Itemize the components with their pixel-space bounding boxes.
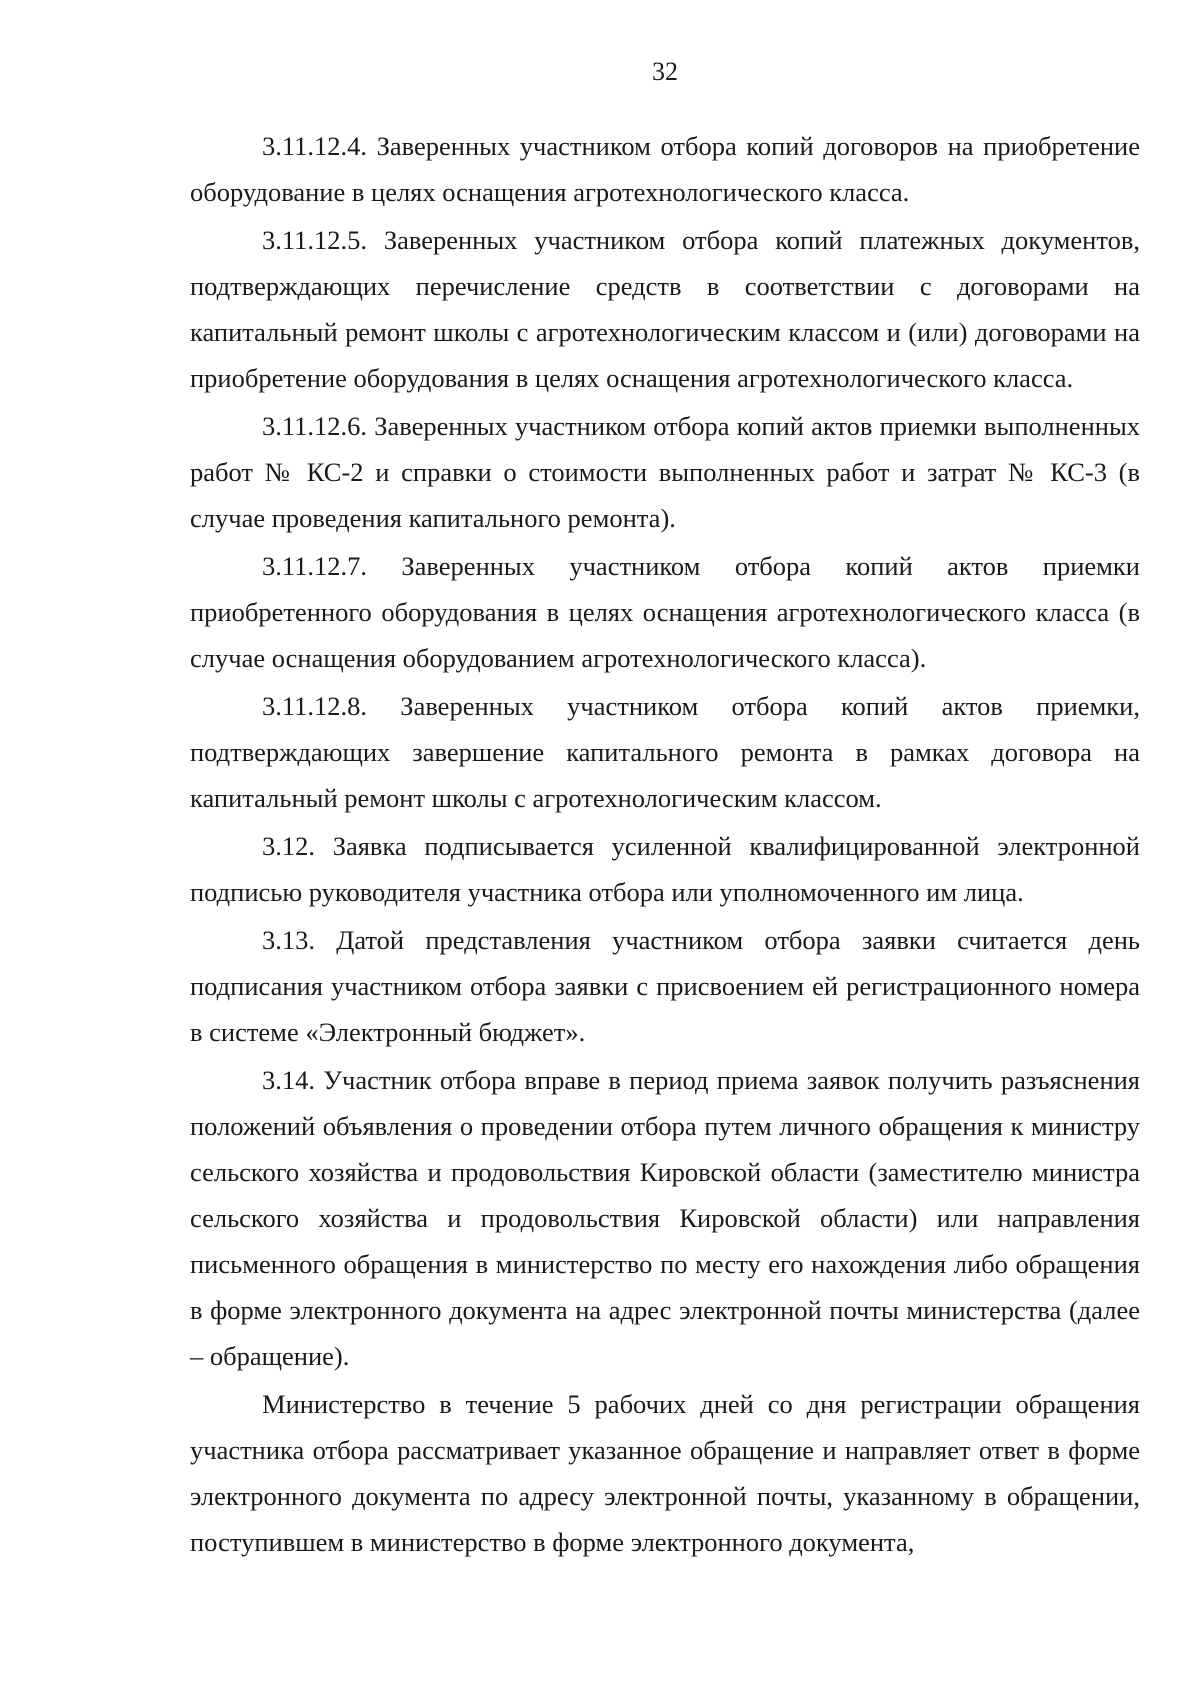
paragraph-3-11-12-5: 3.11.12.5. Заверенных участником отбора копий платежных документов, подтверждающих перечисление средств в соответствии с договорами на капитальный ремонт школы с агротехнологическим классом и (или) договорами на приобретение оборудования в целях оснащения агротехнологического класса. [190,225,1140,393]
paragraph-3-14: 3.14. Участник отбора вправе в период приема заявок получить разъяснения положений объявления о проведении отбора путем личного обращения к министру сельского хозяйства и продовольствия Кировской области (заместителю министра сельского хозяйства и продовольствия Кировской области) или направления письменного обращения в министерство по месту его нахождения либо обращения в форме электронного документа на адрес электронной почты министерства (далее – обращение). [190,1065,1140,1371]
paragraph-3-12: 3.12. Заявка подписывается усиленной квалифицированной электронной подписью руководителя участника отбора или уполномоченного им лица. [190,831,1140,907]
paragraph-3-13: 3.13. Датой представления участником отбора заявки считается день подписания участником отбора заявки с присвоением ей регистрационного номера в системе «Электронный бюджет». [190,925,1140,1047]
paragraph-ministry-response: Министерство в течение 5 рабочих дней со дня регистрации обращения участника отбора рассматривает указанное обращение и направляет ответ в форме электронного документа по адресу электронной почты, указанному в обращении, поступившем в министерство в форме электронного документа, [190,1389,1140,1557]
paragraph-3-11-12-8: 3.11.12.8. Заверенных участником отбора копий актов приемки, подтверждающих завершение капитального ремонта в рамках договора на капитальный ремонт школы с агротехнологическим классом. [190,691,1140,813]
document-body [190,123,1140,1565]
page-number: 32 [652,57,678,86]
paragraph-3-11-12-4: 3.11.12.4. Заверенных участником отбора копий договоров на приобретение оборудование в целях оснащения агротехнологического класса. [190,131,1140,207]
paragraph-3-11-12-6: 3.11.12.6. Заверенных участником отбора копий актов приемки выполненных работ № КС-2 и справки о стоимости выполненных работ и затрат № КС-3 (в случае проведения капитального ремонта). [190,411,1140,533]
paragraph-3-11-12-7: 3.11.12.7. Заверенных участником отбора копий актов приемки приобретенного оборудования в целях оснащения агротехнологического класса (в случае оснащения оборудованием агротехнологического класса). [190,551,1140,673]
